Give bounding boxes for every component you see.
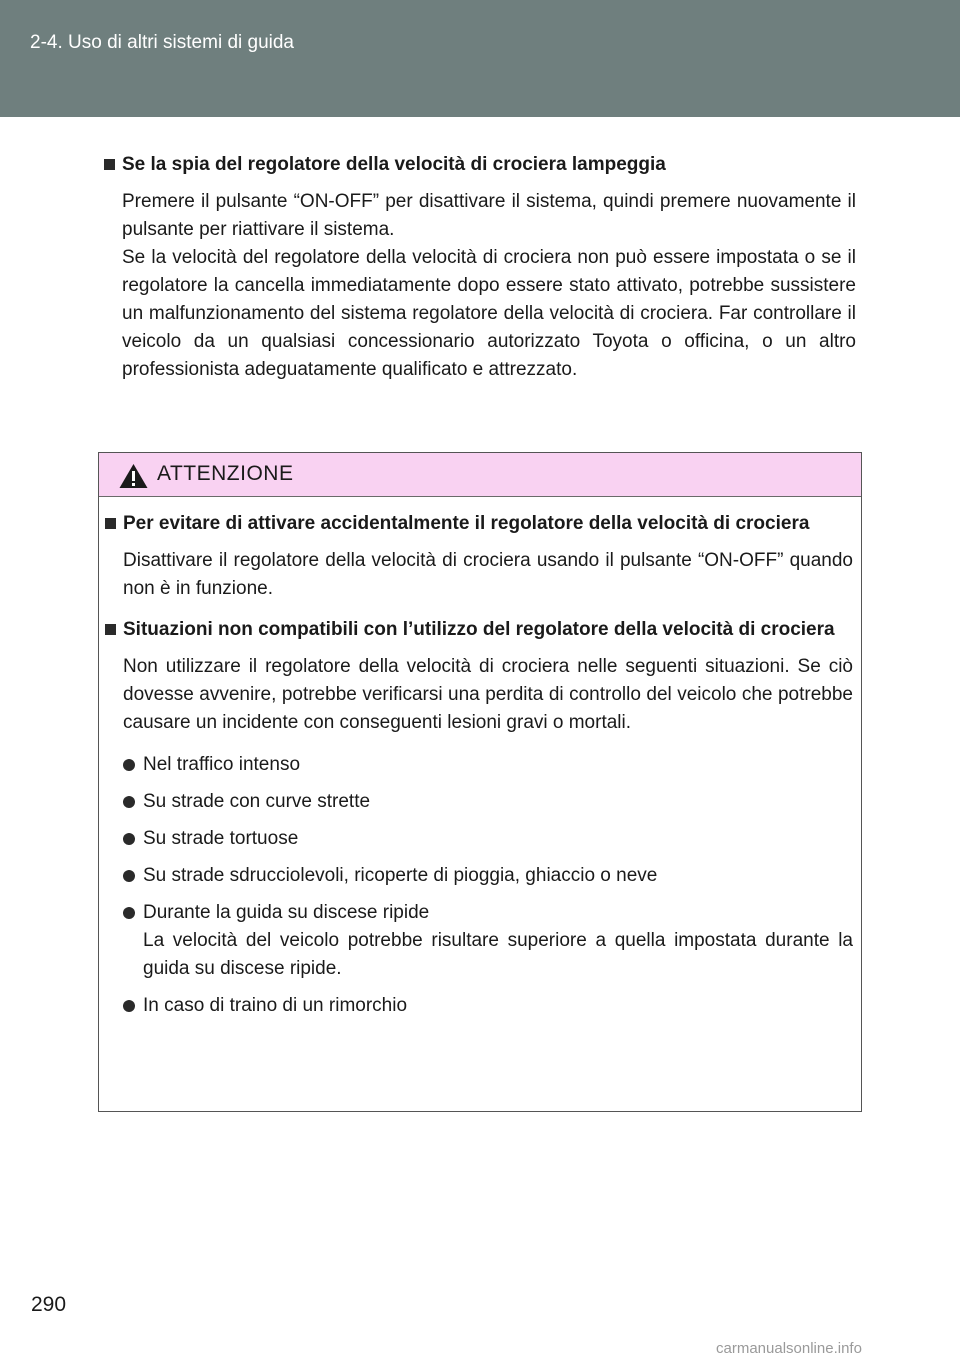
list-item-text: In caso di traino di un rimorchio [143,995,408,1016]
section-title: 2-4. Uso di altri sistemi di guida [30,32,294,53]
section-heading [104,150,856,180]
list-item-text: Nel traffico intenso [143,754,301,775]
warning-title: ATTENZIONE [157,462,294,485]
warning-text-2: Non utilizzare il regolatore della velocità di crociera nelle seguenti situazioni. Se ciò dovesse avvenire, potrebbe verificarsi una perdita di controllo del veicolo che potrebbe causare un incidente con conseguenti lesioni gravi o mortali. [123,656,853,733]
list-item [123,751,853,779]
warning-box [98,452,862,1112]
list-item-text: Durante la guida su discese ripide [143,902,430,923]
bullet-dot-icon [123,833,135,845]
situation-list [123,751,853,1020]
list-item-note: La velocità del veicolo potrebbe risultare superiore a quella impostata durante la guida su discese ripide. [143,930,853,979]
paragraph-line: Premere il pulsante “ON-OFF” per disattivare il sistema, quindi premere nuovamente il pulsante per riattivare il sistema. [122,191,856,240]
warning-block-2 [105,615,853,1020]
page-header [0,0,960,117]
bullet-dot-icon [123,870,135,882]
bullet-dot-icon [123,759,135,771]
main-section [104,150,856,384]
warning-text-1: Disattivare il regolatore della velocità di crociera usando il pulsante “ON-OFF” quando non è in funzione. [123,550,853,599]
warning-heading-1 [105,509,853,539]
list-item-text: Su strade tortuose [143,828,299,849]
warning-block-1 [105,509,853,603]
bullet-dot-icon [123,796,135,808]
section-paragraph [122,188,856,384]
warning-heading-1-text: Per evitare di attivare accidentalmente il regolatore della velocità di crociera [123,513,810,534]
warning-heading-2 [105,615,853,645]
list-item-text: Su strade con curve strette [143,791,371,812]
bullet-dot-icon [123,1000,135,1012]
page-number: 290 [31,1293,67,1316]
list-item [123,992,853,1020]
list-item [123,825,853,853]
bullet-dot-icon [123,907,135,919]
warning-body [99,497,861,1020]
warning-header [99,453,861,497]
list-item [123,899,853,983]
paragraph-line-2: Se la velocità del regolatore della velocità di crociera non può essere impostata o se il regolatore la cancella immediatamente dopo essere stato attivato, potrebbe sussistere un malfunzionamento del sistema regolatore della velocità di crociera. Far controllare il veicolo da un qualsiasi concessionario autorizzato Toyota o officina, o un altro professionista adeguatamente qualificato e attrezzato. [122,247,856,380]
square-bullet-icon [104,159,115,170]
square-bullet-icon [105,518,116,529]
list-item [123,862,853,890]
watermark: carmanualsonline.info [716,1340,862,1357]
section-heading-text: Se la spia del regolatore della velocità di crociera lampeggia [122,154,666,175]
warning-triangle-icon [118,462,149,490]
list-item-text: Su strade sdrucciolevoli, ricoperte di pioggia, ghiaccio o neve [143,865,658,886]
square-bullet-icon [105,624,116,635]
list-item [123,788,853,816]
warning-heading-2-text: Situazioni non compatibili con l’utilizzo del regolatore della velocità di crociera [123,619,835,640]
